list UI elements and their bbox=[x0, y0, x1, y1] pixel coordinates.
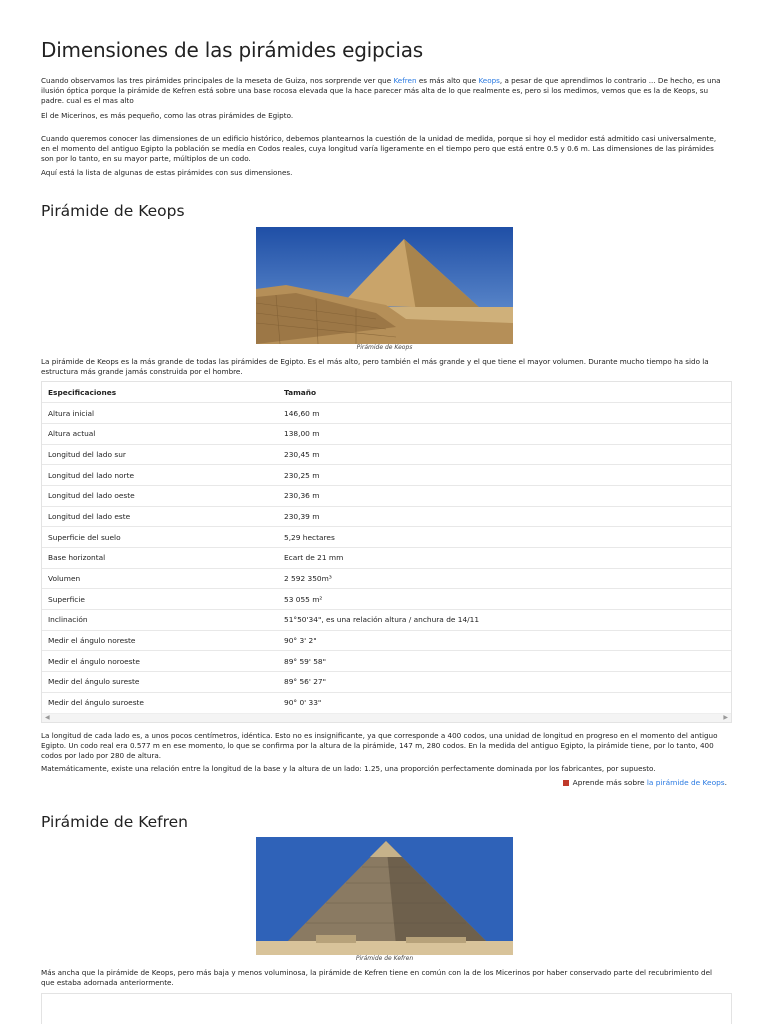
spec-value: Ecart de 21 mm bbox=[284, 553, 344, 563]
intro-paragraph-4: Aquí está la lista de algunas de estas pirámides con sus dimensiones. bbox=[41, 168, 293, 177]
spec-value: 51°50'34", es una relación altura / anchura de 14/11 bbox=[284, 615, 480, 625]
spec-value: 90° 3' 2" bbox=[284, 636, 317, 646]
keops-caption: Pirámide de Keops bbox=[356, 344, 413, 351]
keops-after-paragraph-2: Matemáticamente, existe una relación entre la longitud de la base y la altura de un lado: 1.25, una proporción perfectamente dominada por los fabricantes, por supuesto. bbox=[41, 764, 656, 773]
spec-label: Longitud del lado sur bbox=[48, 449, 126, 459]
table-row bbox=[42, 692, 731, 713]
spec-value: 5,29 hectares bbox=[284, 532, 335, 542]
red-square-icon bbox=[563, 780, 569, 786]
table-row bbox=[42, 444, 731, 465]
table-header-row bbox=[42, 382, 731, 403]
table-row bbox=[42, 651, 731, 672]
spec-value: 53 055 m² bbox=[284, 594, 323, 604]
intro-paragraph-1 bbox=[41, 76, 727, 107]
spec-label: Medir del ángulo sureste bbox=[48, 677, 140, 687]
chevron-left-icon[interactable]: ◀ bbox=[45, 714, 50, 721]
link-piramide-keops[interactable]: la pirámide de Keops bbox=[646, 778, 725, 787]
table-row bbox=[42, 672, 731, 693]
table-row bbox=[42, 506, 731, 527]
spec-label: Medir el ángulo noroeste bbox=[48, 656, 140, 666]
table-row bbox=[42, 548, 731, 569]
heading-keops: Pirámide de Keops bbox=[41, 202, 185, 220]
spec-label: Medir el ángulo noreste bbox=[48, 636, 136, 646]
spec-label: Base horizontal bbox=[48, 553, 106, 563]
spec-label: Altura actual bbox=[48, 429, 96, 439]
table-row bbox=[42, 568, 731, 589]
table-row bbox=[42, 589, 731, 610]
keops-spec-table bbox=[41, 381, 732, 723]
spec-value: 138,00 m bbox=[284, 429, 320, 439]
column-header-size: Tamaño bbox=[284, 387, 317, 397]
intro-text-b: es más alto que bbox=[416, 76, 479, 85]
spec-label: Volumen bbox=[48, 574, 81, 584]
spec-value: 230,36 m bbox=[284, 491, 320, 501]
kefren-caption: Pirámide de Kefren bbox=[355, 955, 414, 962]
intro-text-a: Cuando observamos las tres pirámides principales de la meseta de Guiza, nos sorprende ver que bbox=[41, 76, 394, 85]
spec-value: 230,25 m bbox=[284, 470, 320, 480]
table-row bbox=[42, 527, 731, 548]
table-row bbox=[42, 465, 731, 486]
learn-more-suffix: . bbox=[724, 778, 727, 787]
spec-value: 90° 0' 33" bbox=[284, 698, 322, 708]
spec-label: Longitud del lado oeste bbox=[48, 491, 135, 501]
spec-value: 146,60 m bbox=[284, 408, 320, 418]
keops-description: La pirámide de Keops es la más grande de todas las pirámides de Egipto. Es el más alto, pero también el más grande y el que tiene el mayor volumen. Durante mucho tiempo ha sido la estructura más grande jamás construida por el hombre. bbox=[41, 357, 709, 377]
spec-label: Altura inicial bbox=[48, 408, 95, 418]
table-horizontal-scrollbar[interactable] bbox=[42, 713, 731, 722]
keops-pyramid-illustration bbox=[256, 227, 513, 344]
heading-kefren: Pirámide de Kefren bbox=[41, 813, 188, 831]
kefren-image bbox=[256, 837, 513, 955]
column-header-specs: Especificaciones bbox=[48, 387, 117, 397]
kefren-spec-table-top bbox=[41, 993, 732, 1024]
spec-label: Longitud del lado norte bbox=[48, 470, 135, 480]
table-row bbox=[42, 485, 731, 506]
spec-value: 2 592 350m³ bbox=[284, 574, 332, 584]
table-row bbox=[42, 610, 731, 631]
spec-label: Inclinación bbox=[48, 615, 88, 625]
spec-label: Medir del ángulo suroeste bbox=[48, 698, 144, 708]
table-row bbox=[42, 630, 731, 651]
spec-value: 89° 56' 27" bbox=[284, 677, 327, 687]
spec-label: Superficie del suelo bbox=[48, 532, 121, 542]
spec-value: 230,39 m bbox=[284, 511, 320, 521]
keops-after-paragraph-1: La longitud de cada lado es, a unos pocos centímetros, idéntica. Esto no es insignificante, ya que corresponde a 400 codos, una unidad de longitud en progreso en el momento del antiguo Egipto. Un codo real era 0.577 m en ese momento, lo que se confirma por la altura de la pirámide, 147 m, 280 codos. En la medida del antiguo Egipto, la pirámide tiene, por lo tanto, 400 codos por lado por 280 de altura. bbox=[41, 731, 718, 761]
chevron-right-icon[interactable]: ▶ bbox=[723, 714, 728, 721]
kefren-pyramid-illustration bbox=[256, 837, 513, 955]
page-title: Dimensiones de las pirámides egipcias bbox=[41, 38, 423, 62]
link-kefren[interactable]: Kefren bbox=[393, 76, 417, 85]
keops-image bbox=[256, 227, 513, 344]
link-keops[interactable]: Keops bbox=[478, 76, 500, 85]
table-row bbox=[42, 423, 731, 444]
table-row bbox=[42, 403, 731, 424]
spec-label: Superficie bbox=[48, 594, 85, 604]
spec-value: 89° 59' 58" bbox=[284, 656, 327, 666]
kefren-description: Más ancha que la pirámide de Keops, pero más baja y menos voluminosa, la pirámide de Kefren tiene en común con la de los Micerinos por haber conservado parte del recubrimiento del que estaba adornada anteriormente. bbox=[41, 968, 712, 988]
intro-text-c: , a pesar de que aprendimos lo contrario ... De hecho, es una ilusión óptica porque la pirámide de Kefren está sobre una base rocosa elevada que la hace parecer más alta de lo que realmente es, pero si los medimos, vemos que es la de Keops, su padre. cual es el mas alto bbox=[41, 76, 721, 106]
spec-label: Longitud del lado este bbox=[48, 511, 131, 521]
intro-paragraph-3: Cuando queremos conocer las dimensiones de un edificio histórico, debemos plantearnos la cuestión de la unidad de medida, porque si hoy el medidor está admitido casi universalmente, en el momento del antiguo Egipto la población se medía en Codos reales, cuya longitud varía ligeramente en el tiempo pero que está entre 0.5 y 0.6 m. Las dimensiones de las pirámides son por lo tanto, en su mayor parte, múltiplos de un codo. bbox=[41, 134, 717, 164]
learn-more-prefix: Aprende más sobre bbox=[572, 778, 647, 787]
learn-more-keops bbox=[563, 778, 727, 787]
intro-paragraph-2: El de Micerinos, es más pequeño, como las otras pirámides de Egipto. bbox=[41, 111, 294, 120]
spec-value: 230,45 m bbox=[284, 449, 320, 459]
